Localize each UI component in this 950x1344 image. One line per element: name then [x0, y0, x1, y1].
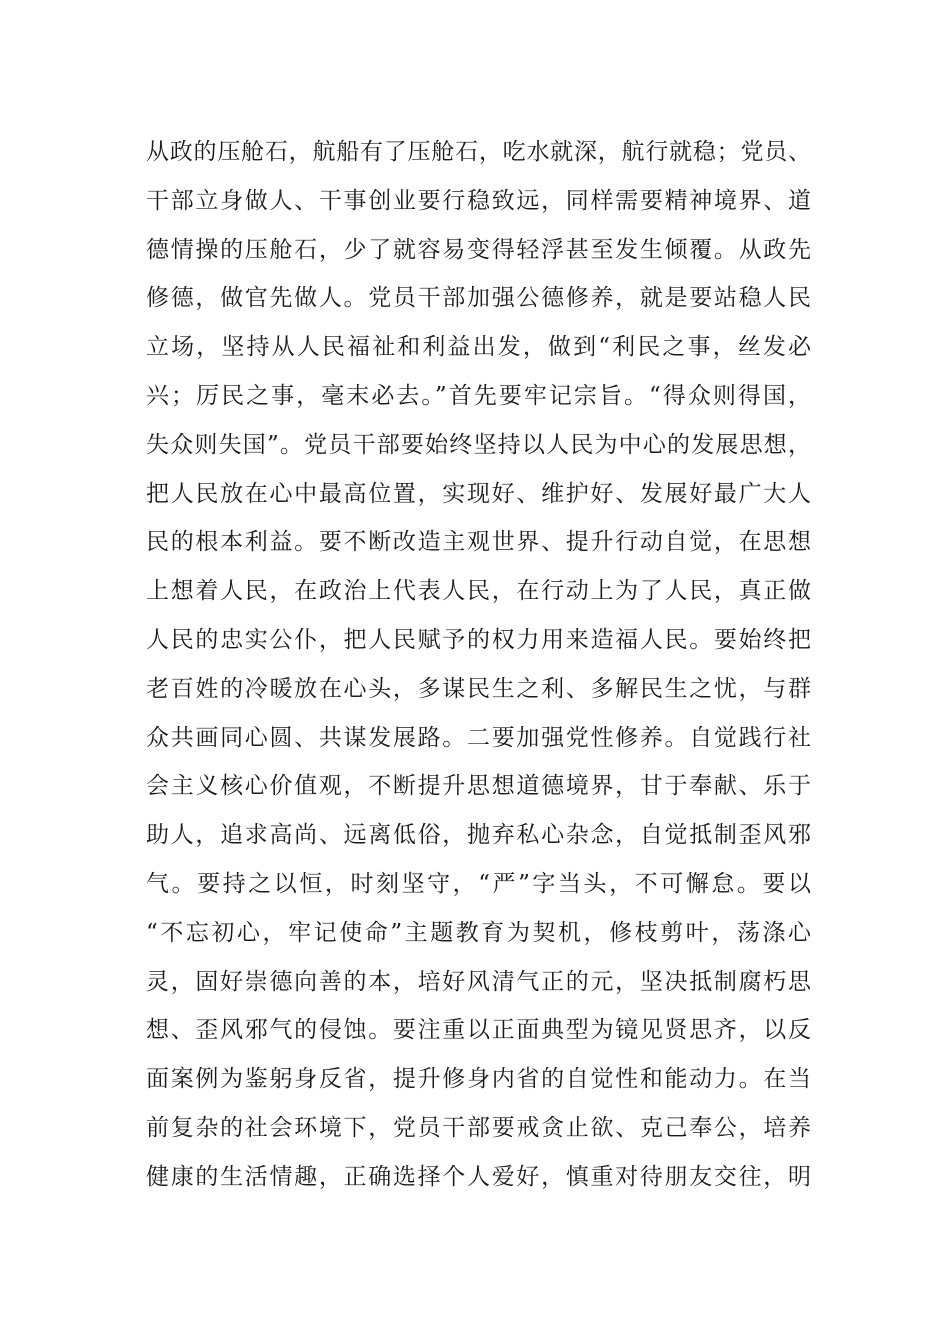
text-line-17: “不忘初心，牢记使命”主题教育为契机，修枝剪叶，荡涤心 — [146, 919, 811, 946]
body-text — [146, 128, 811, 1202]
text-line-10: 上想着人民，在政治上代表人民，在行动上为了人民，真正做 — [146, 578, 811, 605]
text-line-15: 助人，追求高尚、远离低俗，抛弃私心杂念，自觉抵制歪风邪 — [146, 822, 811, 849]
text-line-22: 健康的生活情趣，正确选择个人爱好，慎重对待朋友交往，明 — [146, 1163, 811, 1190]
text-line-5: 立场，坚持从人民福祉和利益出发，做到“利民之事，丝发必 — [146, 334, 811, 361]
text-line-4: 修德，做官先做人。党员干部加强公德修养，就是要站稳人民 — [146, 285, 811, 312]
text-line-6: 兴；厉民之事，毫末必去。”首先要牢记宗旨。“得众则得国， — [146, 382, 811, 409]
text-line-8: 把人民放在心中最高位置，实现好、维护好、发展好最广大人 — [146, 480, 811, 507]
text-line-13: 众共画同心圆、共谋发展路。二要加强党性修养。自觉践行社 — [146, 724, 811, 751]
text-line-7: 失众则失国”。党员干部要始终坚持以人民为中心的发展思想， — [146, 431, 811, 458]
text-line-9: 民的根本利益。要不断改造主观世界、提升行动自觉，在思想 — [146, 529, 811, 556]
text-line-3: 德情操的压舱石，少了就容易变得轻浮甚至发生倾覆。从政先 — [146, 236, 811, 263]
text-line-19: 想、歪风邪气的侵蚀。要注重以正面典型为镜见贤思齐，以反 — [146, 1017, 811, 1044]
text-line-11: 人民的忠实公仆，把人民赋予的权力用来造福人民。要始终把 — [146, 626, 811, 653]
text-line-18: 灵，固好崇德向善的本，培好风清气正的元，坚决抵制腐朽思 — [146, 968, 811, 995]
text-line-16: 气。要持之以恒，时刻坚守，“严”字当头，不可懈怠。要以 — [146, 870, 811, 897]
text-line-20: 面案例为鉴躬身反省，提升修身内省的自觉性和能动力。在当 — [146, 1066, 811, 1093]
text-line-1: 从政的压舱石，航船有了压舱石，吃水就深，航行就稳；党员、 — [146, 139, 811, 165]
text-line-14: 会主义核心价值观，不断提升思想道德境界，甘于奉献、乐于 — [146, 773, 811, 800]
text-line-21: 前复杂的社会环境下，党员干部要戒贪止欲、克己奉公，培养 — [146, 1114, 811, 1141]
text-line-2: 干部立身做人、干事创业要行稳致远，同样需要精神境界、道 — [146, 187, 811, 214]
text-line-12: 老百姓的冷暖放在心头，多谋民生之利、多解民生之忧，与群 — [146, 675, 811, 702]
